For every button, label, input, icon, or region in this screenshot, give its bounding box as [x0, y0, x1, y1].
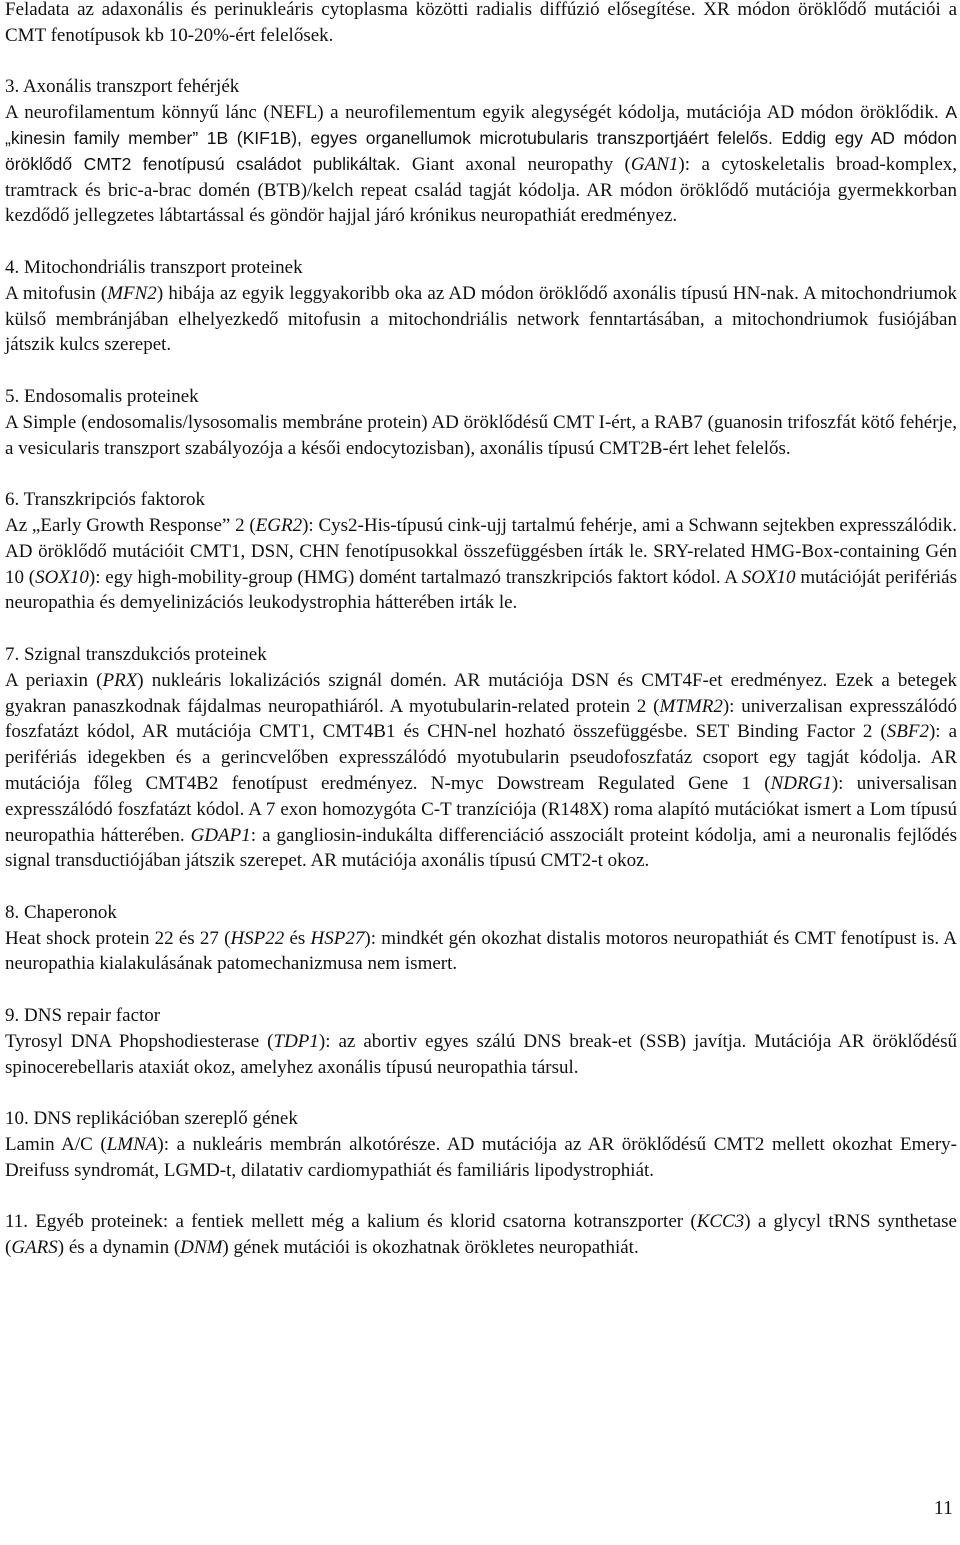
section-6-title: 6. Transzkripciós faktorok — [5, 489, 206, 511]
section-11-text-1: 11. Egyéb proteinek: a fentiek mellett még a kalium és klorid csatorna kotranszporter ( — [5, 1211, 697, 1233]
section-11-text-2: ) a glycyl tRNS synthetase ( — [5, 1211, 957, 1259]
section-3-title: 3. Axonális transzport fehérjék — [5, 76, 240, 98]
gene-gdap1: GDAP1 — [190, 824, 251, 846]
gene-ndrg1: NDRG1 — [770, 772, 832, 794]
gene-sbf2: SBF2 — [886, 721, 929, 743]
section-4-text-2: ) hibája az egyik leggyakoribb oka az AD módon öröklődő axonális típusú HN-nak. A mitochondriumok külső membránjában elhelyezkedő mitofusin a mitochondriális network fenntartásában, a mitochondriumok fusiójában játszik kulcs szerepet. — [5, 282, 957, 356]
gene-tdp1: TDP1 — [273, 1030, 319, 1052]
section-11-body — [5, 1209, 957, 1261]
section-7-text-6: : a gangliosin-indukálta differenciáció asszociált proteint kódolja, ami a neuronalis fejlődés signal transductiójában játszik szerepet. AR mutációja axonális típusú CMT2-t okoz. — [5, 824, 957, 872]
section-7-text-4: ): a perifériás idegekben és a gerincvelőben expresszálódó myotubularin pseudofoszfatáz csoport egy tagját kódolja. AR mutációja főleg CMT4B2 fenotípust eredményez. N-myc Dowstream Regulated Gene 1 ( — [5, 721, 958, 794]
section-6-body — [5, 513, 957, 616]
section-3-text-4: ): a cytoskeletalis broad-komplex, tramtrack és bric-a-brac domén (BTB)/kelch repeat család tagját kódolja. AR módon öröklődő mutációja gyermekkorban kezdődő jellegzetes lábtartással és göndör hajjal járó krónikus neuropathiát eredményez. — [5, 153, 957, 227]
section-4-body — [5, 281, 957, 358]
section-6-text-4: mutációját perifériás neuropathia és demyelinizációs leukodystrophia hátterében irták le. — [5, 566, 958, 614]
gene-gan1: GAN1 — [630, 153, 679, 175]
section-9-text-1: Tyrosyl DNA Phopshodiesterase ( — [5, 1030, 274, 1052]
gene-sox10-2: SOX10 — [741, 566, 796, 588]
section-7-text-3: ): univerzalisan expresszálódó foszfatázt kódol, AR mutációja CMT1, CMT4B1 és CHN-nel hozható összefüggésbe. SET Binding Factor 2 ( — [5, 695, 958, 743]
section-10-body — [5, 1132, 957, 1184]
gene-gars: GARS — [11, 1237, 58, 1259]
section-7-text-2: ) nukleáris lokalizációs szignál domén. AR mutációja DSN és CMT4F-et eredményez. Ezek a betegek gyakran panaszkodnak fájdalmas neuropathiáról. A myotubularin-related protein 2 ( — [5, 669, 957, 717]
section-3 — [5, 74, 957, 229]
section-8-body — [5, 926, 957, 978]
section-9-text-2: ): az abortiv egyes szálú DNS break-et (SSB) javítja. Mutációja AR öröklődésű spinocerebellaris ataxiát okoz, amelyhez axonális típusú neuropathia társul. — [5, 1030, 957, 1078]
intro-block — [5, 0, 957, 49]
section-10-title: 10. DNS replikációban szereplő gének — [5, 1108, 298, 1130]
section-11 — [5, 1209, 957, 1261]
section-4 — [5, 255, 957, 358]
section-7 — [5, 642, 957, 874]
section-10-text-2: ): a nukleáris membrán alkotórésze. AD mutációja az AR öröklődésű CMT2 mellett okozhat Emery-Dreifuss syndromát, LGMD-t, dilatativ cardiomypathiát és familiáris lipodystrophiát. — [5, 1134, 957, 1181]
section-11-text-4: ) gének mutációi is okozhatnak örökletes neuropathiát. — [222, 1237, 639, 1259]
section-8-title: 8. Chaperonok — [5, 901, 117, 923]
intro-paragraph: Feladata az adaxonális és perinukleáris cytoplasma közötti radialis diffúzió elősegítése. XR módon öröklődő mutációi a CMT fenotípusok kb 10-20%-ért felelősek. — [5, 0, 957, 46]
gene-egr2: EGR2 — [255, 514, 303, 536]
section-7-body — [5, 668, 957, 874]
section-4-text-1: A mitofusin ( — [5, 282, 108, 304]
gene-mfn2: MFN2 — [107, 282, 157, 304]
section-6-text-1: Az „Early Growth Response” 2 ( — [5, 514, 256, 536]
gene-sox10: SOX10 — [35, 566, 89, 588]
gene-kcc3: KCC3 — [696, 1211, 745, 1233]
gene-mtmr2: MTMR2 — [659, 695, 723, 717]
section-11-text-3: ) és a dynamin ( — [57, 1237, 181, 1259]
section-3-text-2: A „kinesin family member” 1B (KIF1B), egyes organellumok microtubularis transzportjáért felelős. Eddig egy AD módon öröklődő CMT2 fenotípusú családot publikáltak. — [5, 102, 957, 174]
section-3-text-1: A neurofilamentum könnyű lánc (NEFL) a neurofilementum egyik alegységét kódolja, mutációja AD módon öröklődik. — [5, 102, 946, 124]
section-3-text-3: Giant axonal neuropathy ( — [400, 153, 631, 175]
section-9 — [5, 1003, 957, 1080]
gene-prx: PRX — [102, 669, 138, 691]
section-7-title: 7. Szignal transzdukciós proteinek — [5, 643, 267, 665]
gene-lmna: LMNA — [106, 1134, 158, 1156]
section-10 — [5, 1106, 957, 1183]
section-10-text-1: Lamin A/C ( — [5, 1134, 107, 1156]
section-8-text-1: Heat shock protein 22 és 27 ( — [5, 927, 231, 949]
gene-hsp27: HSP27 — [310, 927, 365, 949]
gene-dnm: DNM — [180, 1237, 223, 1259]
section-8-text-3: ): mindkét gén okozhat distalis motoros neuropathiát és CMT fenotípust is. A neuropathia kialakulásának patomechanizmusa nem ismert. — [5, 927, 958, 975]
gene-hsp22: HSP22 — [230, 927, 285, 949]
section-8-text-2: és — [284, 927, 311, 949]
section-3-body — [5, 100, 957, 229]
section-7-text-1: A periaxin ( — [5, 669, 103, 691]
section-9-body — [5, 1029, 957, 1081]
section-6 — [5, 487, 957, 616]
page-number: 11 — [933, 1497, 953, 1519]
section-5-body: A Simple (endosomalis/lysosomalis membráne protein) AD öröklődésű CMT I-ért, a RAB7 (guanosin trifoszfát kötő fehérje, a vesicularis transzport szabályozója a késői endocytozisban), axonális típusú CMT2B-ért lehet felelős. — [5, 411, 957, 459]
section-5 — [5, 384, 957, 461]
section-7-text-5: ): universalisan expresszálódó foszfatázt kódol. A 7 exon homozygóta C-T tranzíciója (R148X) roma alapító mutációkat ismert a Lom típusú neuropathia hátterében. — [5, 772, 958, 846]
section-9-title: 9. DNS repair factor — [5, 1005, 161, 1027]
document-page — [5, 0, 957, 1287]
section-6-text-3: ): egy high-mobility-group (HMG) domént tartalmazó transzkripciós faktort kódol. A — [88, 566, 742, 588]
section-6-text-2: ): Cys2-His-típusú cink-ujj tartalmú fehérje, ami a Schwann sejtekben expresszálódik. AD öröklődő mutációit CMT1, DSN, CHN fenotípusokkal összefüggésben írták le. SRY-related HMG-Box-containing Gén 10 ( — [5, 514, 957, 588]
section-8 — [5, 900, 957, 977]
section-5-title: 5. Endosomalis proteinek — [5, 385, 199, 407]
section-4-title: 4. Mitochondriális transzport proteinek — [5, 256, 303, 278]
